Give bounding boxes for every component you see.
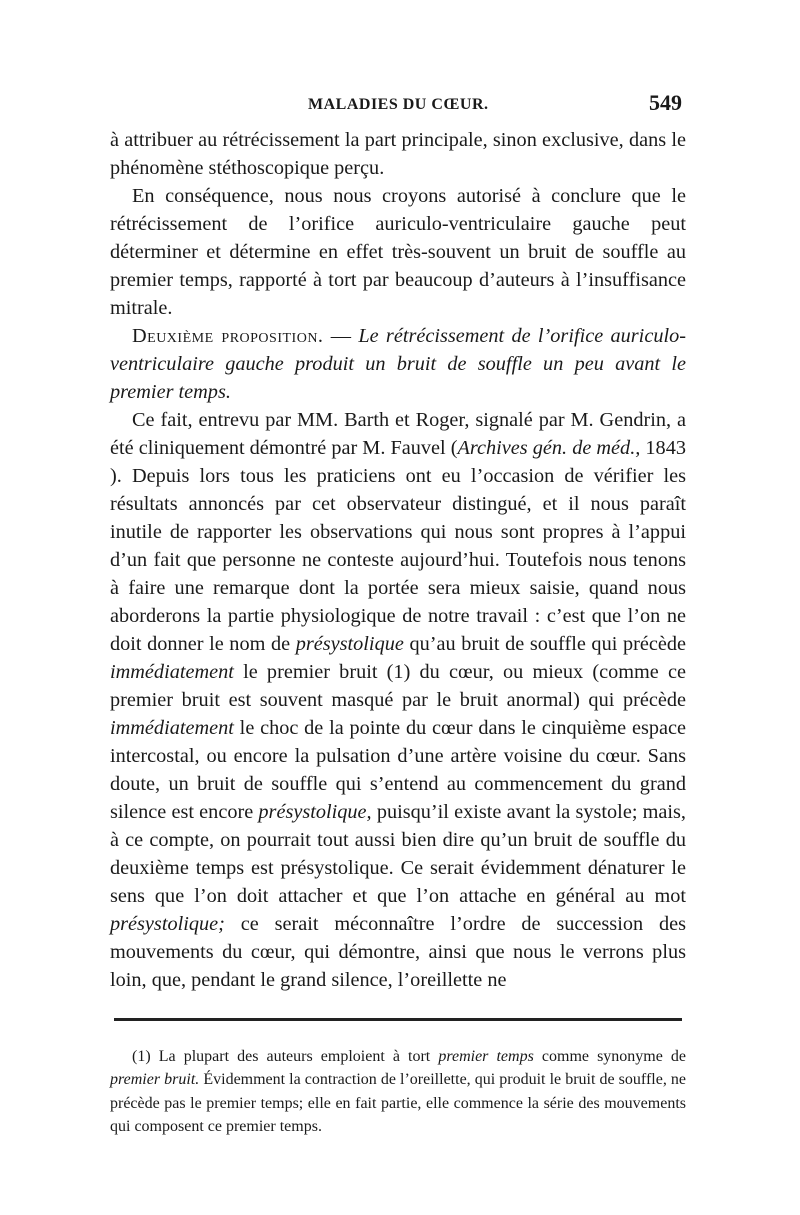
paragraph-2-text: En conséquence, nous nous croyons autorisé à conclure que le rétrécissement de l’orifice auriculo-ventriculaire gauche peut déterminer et détermine en effet très-souvent un bruit de souffle au premier temps, rapporté à tort par beaucoup d’auteurs à l’insuffisance mitrale. [110, 185, 686, 319]
term-presystolique-2: présystolique, [258, 801, 372, 823]
footnote-term-premier-bruit: premier bruit. [110, 1071, 200, 1089]
paragraph-4-part-m: ce serait méconnaître l’ordre de succession des mouvements du cœur, qui démontre, ainsi que nous le verrons plus loin, que, pendant le grand silence, l’oreillette ne [110, 913, 686, 991]
term-immediatement-1: immédiatement [110, 661, 234, 683]
term-immediatement-2: immédiatement [110, 717, 234, 739]
term-presystolique-3: présystolique; [110, 913, 225, 935]
paragraph-1 [110, 126, 686, 182]
proposition-statement: Le rétrécissement de l’orifice auriculo-ventriculaire gauche produit un bruit de souffle un peu avant le premier temps. [110, 325, 686, 403]
paragraph-4-part-i: le choc de la pointe du cœur dans le cinquième espace intercostal, ou encore la pulsation d’une artère voisine du cœur. Sans doute, un bruit de souffle qui s’entend au commencement du grand silence est encore [110, 717, 686, 823]
paragraph-2 [110, 182, 686, 322]
footnote-part-c: comme synonyme de [533, 1048, 687, 1065]
footnote-part-e: Évidemment la contraction de l’oreillette, qui produit le bruit de souffle, ne précède pas le premier temps; elle en fait partie, elle commence la série des mouvements qui composent ce premier temps. [110, 1071, 686, 1135]
page-number: 549 [649, 90, 682, 115]
footnote-divider [114, 1018, 682, 1021]
paragraph-4-part-a: Ce fait, entrevu par MM. Barth et Roger, signalé par M. Gendrin, a été cliniquement démontré par M. Fauvel ( [110, 409, 686, 459]
term-presystolique-1: présystolique [295, 633, 404, 655]
main-text [110, 126, 686, 994]
footnote-term-premier-temps: premier temps [438, 1048, 534, 1065]
paragraph-3-proposition [110, 322, 686, 406]
proposition-dash: — [323, 325, 359, 347]
paragraph-1-text: à attribuer au rétrécissement la part principale, sinon exclusive, dans le phénomène stéthoscopique perçu. [110, 129, 686, 179]
proposition-label: Deuxième proposition. [132, 325, 324, 347]
paragraph-4-part-k: puisqu’il existe avant la systole; mais, à ce compte, on pourrait tout aussi bien dire qu’un bruit de souffle du deuxième temps est présystolique. Ce serait évidemment dénaturer le sens que l’on doit attacher et que l’on attache en général au mot [110, 801, 687, 907]
running-head: MALADIES DU CŒUR. [308, 96, 489, 113]
paragraph-4-part-g: le premier bruit (1) du cœur, ou mieux (comme ce premier bruit est souvent masqué par le bruit anormal) qui précède [110, 661, 686, 711]
footnote [110, 1045, 686, 1138]
citation-archives: Archives gén. de méd., [457, 437, 641, 459]
paragraph-4 [110, 406, 686, 994]
paragraph-4-part-e: qu’au bruit de souffle qui précède [403, 633, 686, 655]
book-page [110, 90, 686, 1200]
footnote-part-a: (1) La plupart des auteurs emploient à tort [132, 1048, 439, 1065]
paragraph-4-part-c: 1843 ). Depuis lors tous les praticiens ont eu l’occasion de vérifier les résultats annoncés par cet observateur distingué, et il nous paraît inutile de rapporter les observations qui nous sont propres à l’appui d’un fait que personne ne conteste aujourd’hui. Toutefois nous tenons à faire une remarque dont la portée sera mieux saisie, quand nous aborderons la partie physiologique de notre travail : c’est que l’on ne doit donner le nom de [110, 437, 686, 655]
page-header [110, 90, 686, 126]
